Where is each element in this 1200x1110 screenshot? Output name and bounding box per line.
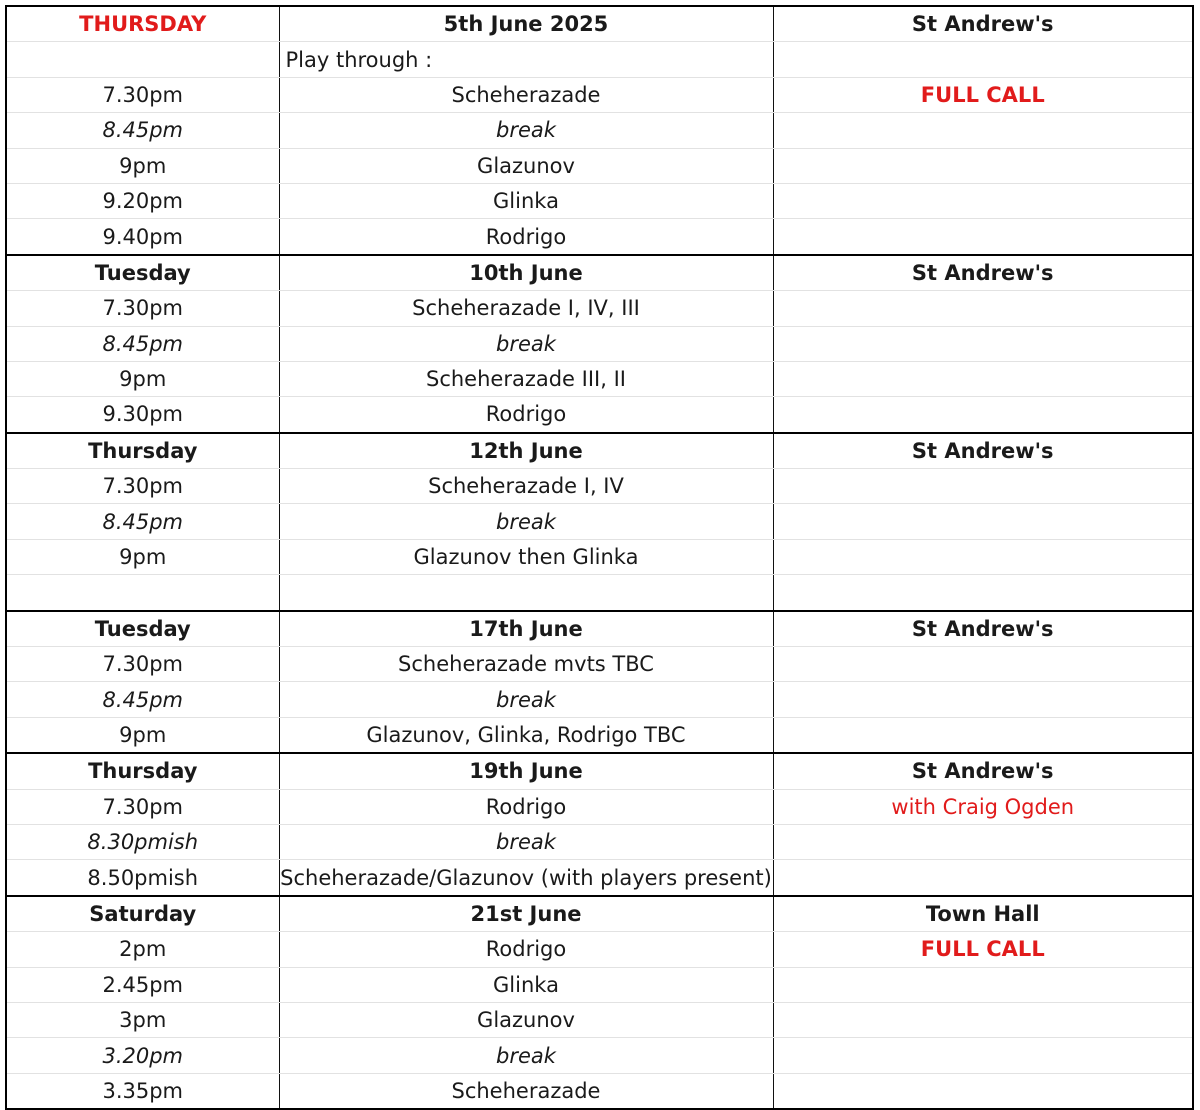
schedule-row: [6, 469, 1193, 504]
time-cell: 3.20pm: [6, 1038, 279, 1073]
date-cell: 19th June: [279, 753, 773, 789]
note-cell: [773, 42, 1193, 77]
schedule-row: [6, 504, 1193, 539]
schedule-row: [6, 575, 1193, 611]
venue-cell: Town Hall: [773, 896, 1193, 932]
time-cell: 9.30pm: [6, 397, 279, 433]
time-cell: 7.30pm: [6, 469, 279, 504]
item-cell: [279, 575, 773, 611]
date-cell: 17th June: [279, 611, 773, 647]
item-cell: break: [279, 113, 773, 148]
schedule-header-row: [6, 611, 1193, 647]
time-cell: [6, 575, 279, 611]
item-cell: Scheherazade: [279, 77, 773, 112]
day-cell: Saturday: [6, 896, 279, 932]
day-cell: THURSDAY: [6, 6, 279, 42]
item-cell: Scheherazade mvts TBC: [279, 647, 773, 682]
item-cell: Scheherazade/Glazunov (with players present): [279, 860, 773, 896]
note-cell: [773, 575, 1193, 611]
schedule-row: [6, 539, 1193, 574]
time-cell: 8.30pmish: [6, 824, 279, 859]
schedule-row: [6, 932, 1193, 967]
item-cell: Play through :: [279, 42, 773, 77]
item-cell: Scheherazade III, II: [279, 361, 773, 396]
time-cell: 8.45pm: [6, 504, 279, 539]
note-cell: [773, 717, 1193, 753]
day-cell: Tuesday: [6, 255, 279, 291]
item-cell: Glazunov, Glinka, Rodrigo TBC: [279, 717, 773, 753]
item-cell: Scheherazade I, IV: [279, 469, 773, 504]
schedule-header-row: [6, 753, 1193, 789]
note-cell: FULL CALL: [773, 932, 1193, 967]
note-cell: [773, 361, 1193, 396]
schedule-row: [6, 824, 1193, 859]
schedule-row: [6, 183, 1193, 218]
date-cell: 12th June: [279, 433, 773, 469]
time-cell: 8.45pm: [6, 326, 279, 361]
time-cell: 9.20pm: [6, 183, 279, 218]
venue-cell: St Andrew's: [773, 753, 1193, 789]
schedule-header-row: [6, 433, 1193, 469]
schedule-row: [6, 1038, 1193, 1073]
schedule-row: [6, 1002, 1193, 1037]
note-cell: [773, 682, 1193, 717]
item-cell: break: [279, 824, 773, 859]
schedule-header-row: [6, 6, 1193, 42]
item-cell: Glinka: [279, 183, 773, 218]
schedule-row: [6, 397, 1193, 433]
item-cell: break: [279, 682, 773, 717]
day-cell: Thursday: [6, 433, 279, 469]
item-cell: Scheherazade I, IV, III: [279, 291, 773, 326]
time-cell: 8.50pmish: [6, 860, 279, 896]
note-cell: [773, 1038, 1193, 1073]
note-cell: [773, 148, 1193, 183]
schedule-row: [6, 42, 1193, 77]
schedule-row: [6, 77, 1193, 112]
note-cell: FULL CALL: [773, 77, 1193, 112]
venue-cell: St Andrew's: [773, 255, 1193, 291]
time-cell: 9pm: [6, 148, 279, 183]
time-cell: 7.30pm: [6, 647, 279, 682]
time-cell: 8.45pm: [6, 682, 279, 717]
schedule-row: [6, 148, 1193, 183]
schedule-row: [6, 967, 1193, 1002]
item-cell: Rodrigo: [279, 789, 773, 824]
note-cell: [773, 1002, 1193, 1037]
note-cell: with Craig Ogden: [773, 789, 1193, 824]
time-cell: 7.30pm: [6, 77, 279, 112]
note-cell: [773, 183, 1193, 218]
note-cell: [773, 647, 1193, 682]
schedule-row: [6, 291, 1193, 326]
schedule-row: [6, 860, 1193, 896]
date-cell: 10th June: [279, 255, 773, 291]
venue-cell: St Andrew's: [773, 6, 1193, 42]
time-cell: 7.30pm: [6, 789, 279, 824]
venue-cell: St Andrew's: [773, 433, 1193, 469]
rehearsal-schedule-table: [5, 5, 1194, 1110]
day-cell: Tuesday: [6, 611, 279, 647]
note-cell: [773, 1073, 1193, 1109]
item-cell: Scheherazade: [279, 1073, 773, 1109]
schedule-row: [6, 113, 1193, 148]
time-cell: 7.30pm: [6, 291, 279, 326]
schedule-header-row: [6, 255, 1193, 291]
schedule-row: [6, 219, 1193, 255]
item-cell: Glazunov: [279, 1002, 773, 1037]
item-cell: break: [279, 504, 773, 539]
note-cell: [773, 397, 1193, 433]
time-cell: 3.35pm: [6, 1073, 279, 1109]
schedule-row: [6, 326, 1193, 361]
schedule-row: [6, 647, 1193, 682]
note-cell: [773, 326, 1193, 361]
item-cell: Rodrigo: [279, 219, 773, 255]
schedule-row: [6, 717, 1193, 753]
note-cell: [773, 113, 1193, 148]
note-cell: [773, 967, 1193, 1002]
time-cell: 2pm: [6, 932, 279, 967]
note-cell: [773, 219, 1193, 255]
schedule-row: [6, 789, 1193, 824]
schedule-header-row: [6, 896, 1193, 932]
note-cell: [773, 860, 1193, 896]
time-cell: 9pm: [6, 717, 279, 753]
time-cell: [6, 42, 279, 77]
item-cell: Rodrigo: [279, 397, 773, 433]
date-cell: 21st June: [279, 896, 773, 932]
day-cell: Thursday: [6, 753, 279, 789]
note-cell: [773, 469, 1193, 504]
note-cell: [773, 539, 1193, 574]
item-cell: Glinka: [279, 967, 773, 1002]
time-cell: 3pm: [6, 1002, 279, 1037]
note-cell: [773, 824, 1193, 859]
schedule-row: [6, 1073, 1193, 1109]
time-cell: 9pm: [6, 539, 279, 574]
item-cell: Glazunov: [279, 148, 773, 183]
time-cell: 9pm: [6, 361, 279, 396]
time-cell: 2.45pm: [6, 967, 279, 1002]
item-cell: break: [279, 1038, 773, 1073]
note-cell: [773, 504, 1193, 539]
date-cell: 5th June 2025: [279, 6, 773, 42]
schedule-row: [6, 361, 1193, 396]
time-cell: 9.40pm: [6, 219, 279, 255]
time-cell: 8.45pm: [6, 113, 279, 148]
note-cell: [773, 291, 1193, 326]
item-cell: break: [279, 326, 773, 361]
item-cell: Rodrigo: [279, 932, 773, 967]
item-cell: Glazunov then Glinka: [279, 539, 773, 574]
schedule-row: [6, 682, 1193, 717]
venue-cell: St Andrew's: [773, 611, 1193, 647]
